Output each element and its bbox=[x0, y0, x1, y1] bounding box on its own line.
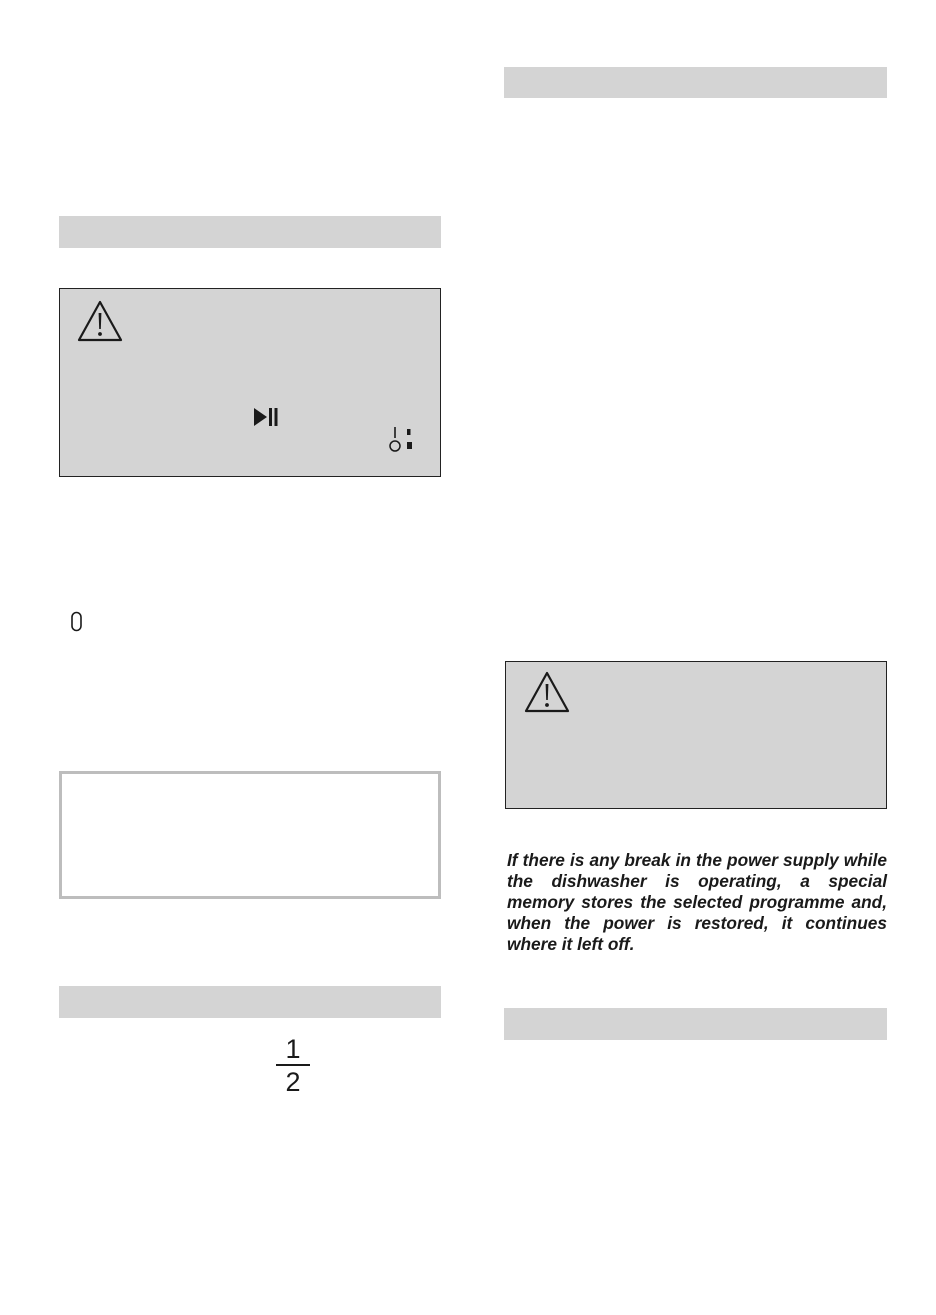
warning-box-left bbox=[59, 288, 441, 477]
note-box-left bbox=[59, 771, 441, 899]
section-header-bar-2 bbox=[504, 67, 887, 98]
warning-triangle-icon bbox=[523, 670, 571, 714]
play-pause-icon bbox=[253, 407, 279, 427]
power-failure-note: If there is any break in the power supply while the dishwasher is operating, a special memory stores the selected programme and, when the power is restored, it continues where it left off. bbox=[507, 850, 887, 954]
fraction-bar bbox=[276, 1064, 310, 1066]
zero-digit-icon bbox=[70, 611, 84, 633]
warning-triangle-icon bbox=[76, 299, 124, 343]
section-header-bar-3 bbox=[59, 986, 441, 1018]
section-header-bar-1 bbox=[59, 216, 441, 248]
warning-box-right bbox=[505, 661, 887, 809]
fraction-numerator: 1 bbox=[285, 1034, 301, 1064]
fraction-denominator: 2 bbox=[285, 1067, 301, 1097]
on-off-switch-icon bbox=[387, 425, 419, 453]
half-load-symbol bbox=[276, 1036, 310, 1095]
section-header-bar-4 bbox=[504, 1008, 887, 1040]
